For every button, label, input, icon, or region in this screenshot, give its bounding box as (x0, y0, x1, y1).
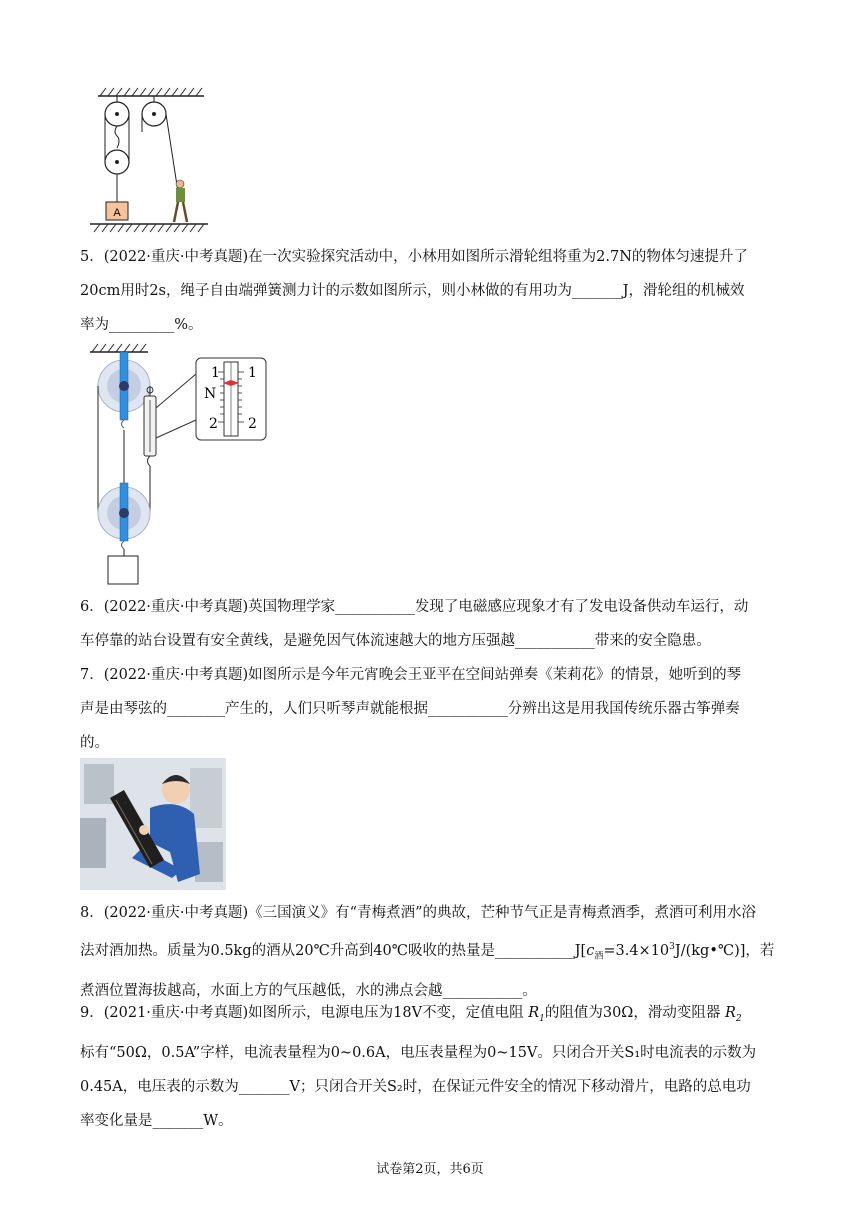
question-9 (80, 996, 780, 1138)
question-6-line-1: 6．(2022·重庆·中考真题)英国物理学家___________发现了电磁感应现象才有了发电设备供动车运行，动 (80, 599, 749, 615)
question-9-line-2: 标有“50Ω，0.5A”字样，电流表量程为0~0.6A，电压表量程为0~15V。只闭合开关S₁时电流表的示数为 (80, 1044, 757, 1061)
question-8-line-1: 8．(2022·重庆·中考真题)《三国演义》有“青梅煮酒”的典故，芒种节气正是青梅煮酒季，煮酒可利用水浴 (80, 905, 756, 921)
scale-label-top-right: 1 (248, 365, 257, 381)
question-9-line-1: 9．(2021·重庆·中考真题)如图所示，电源电压为18V不变，定值电阻 $R_1$的阻值为30Ω，滑动变阻器 $R_2$ (80, 1005, 742, 1024)
question-source: (2022·重庆·中考真题) (103, 599, 249, 615)
scale-label-bottom-right: 2 (248, 416, 257, 432)
question-5-line-3: 率为_________%。 (80, 317, 203, 333)
question-7-line-3: 的。 (80, 735, 109, 751)
pulley-figure-2 (84, 338, 274, 590)
question-6 (80, 590, 780, 658)
scale-label-bottom-left: 2 (209, 416, 218, 432)
question-number: 7． (80, 667, 104, 683)
question-5-line-2: 20cm用时2s，绳子自由端弹簧测力计的示数如图所示，则小林做的有用功为_______J，滑轮组的机械效 (80, 283, 745, 299)
block-a-label: A (113, 207, 121, 219)
question-9-line-4: 率变化量是_______W。 (80, 1112, 233, 1129)
question-number: 6． (80, 599, 104, 615)
scale-unit-label: N (204, 386, 217, 402)
question-5 (80, 240, 780, 342)
page-footer: 试卷第2页，共6页 (376, 1162, 484, 1177)
question-number: 8． (80, 905, 104, 921)
question-8 (80, 896, 780, 1008)
question-number: 9． (80, 1005, 104, 1021)
question-8-line-3: 煮酒位置海拔越高，水面上方的气压越低，水的沸点会越___________。 (80, 982, 537, 999)
astronaut-guzheng-photo (80, 758, 226, 890)
question-5-line-1: 5．(2022·重庆·中考真题)在一次实验探究活动中，小林用如图所示滑轮组将重为2.7N的物体匀速提升了 (80, 249, 748, 265)
question-7-line-2: 声是由琴弦的________产生的，人们只听琴声就能根据___________分辨出这是用我国传统乐器古筝弹奏 (80, 701, 740, 717)
question-source: (2021·重庆·中考真题) (103, 1005, 249, 1021)
question-source: (2022·重庆·中考真题) (103, 667, 249, 683)
question-8-line-2: 法对酒加热。质量为0.5kg的酒从20℃升高到40℃吸收的热量是$\_\_\_\_\_\_\_\_\_\_\_J[c_酒=3.4\times 10^3J/(kg•℃)]$，若 (80, 942, 775, 962)
question-6-line-2: 车停靠的站台设置有安全黄线，是避免因气体流速越大的地方压强越___________带来的安全隐患。 (80, 633, 711, 649)
question-7 (80, 658, 780, 760)
question-source: (2022·重庆·中考真题) (103, 905, 249, 921)
question-7-line-1: 7．(2022·重庆·中考真题)如图所示是今年元宵晚会王亚平在空间站弹奏《茉莉花》的情景，她听到的琴 (80, 667, 742, 683)
question-9-line-3: 0.45A，电压表的示数为_______V；只闭合开关S₂时，在保证元件安全的情况下移动滑片，电路的总电功 (80, 1078, 751, 1095)
question-source: (2022·重庆·中考真题) (103, 249, 249, 265)
pulley-figure-1 (90, 84, 210, 234)
scale-label-top-left: 1 (211, 365, 220, 381)
question-number: 5． (80, 249, 104, 265)
